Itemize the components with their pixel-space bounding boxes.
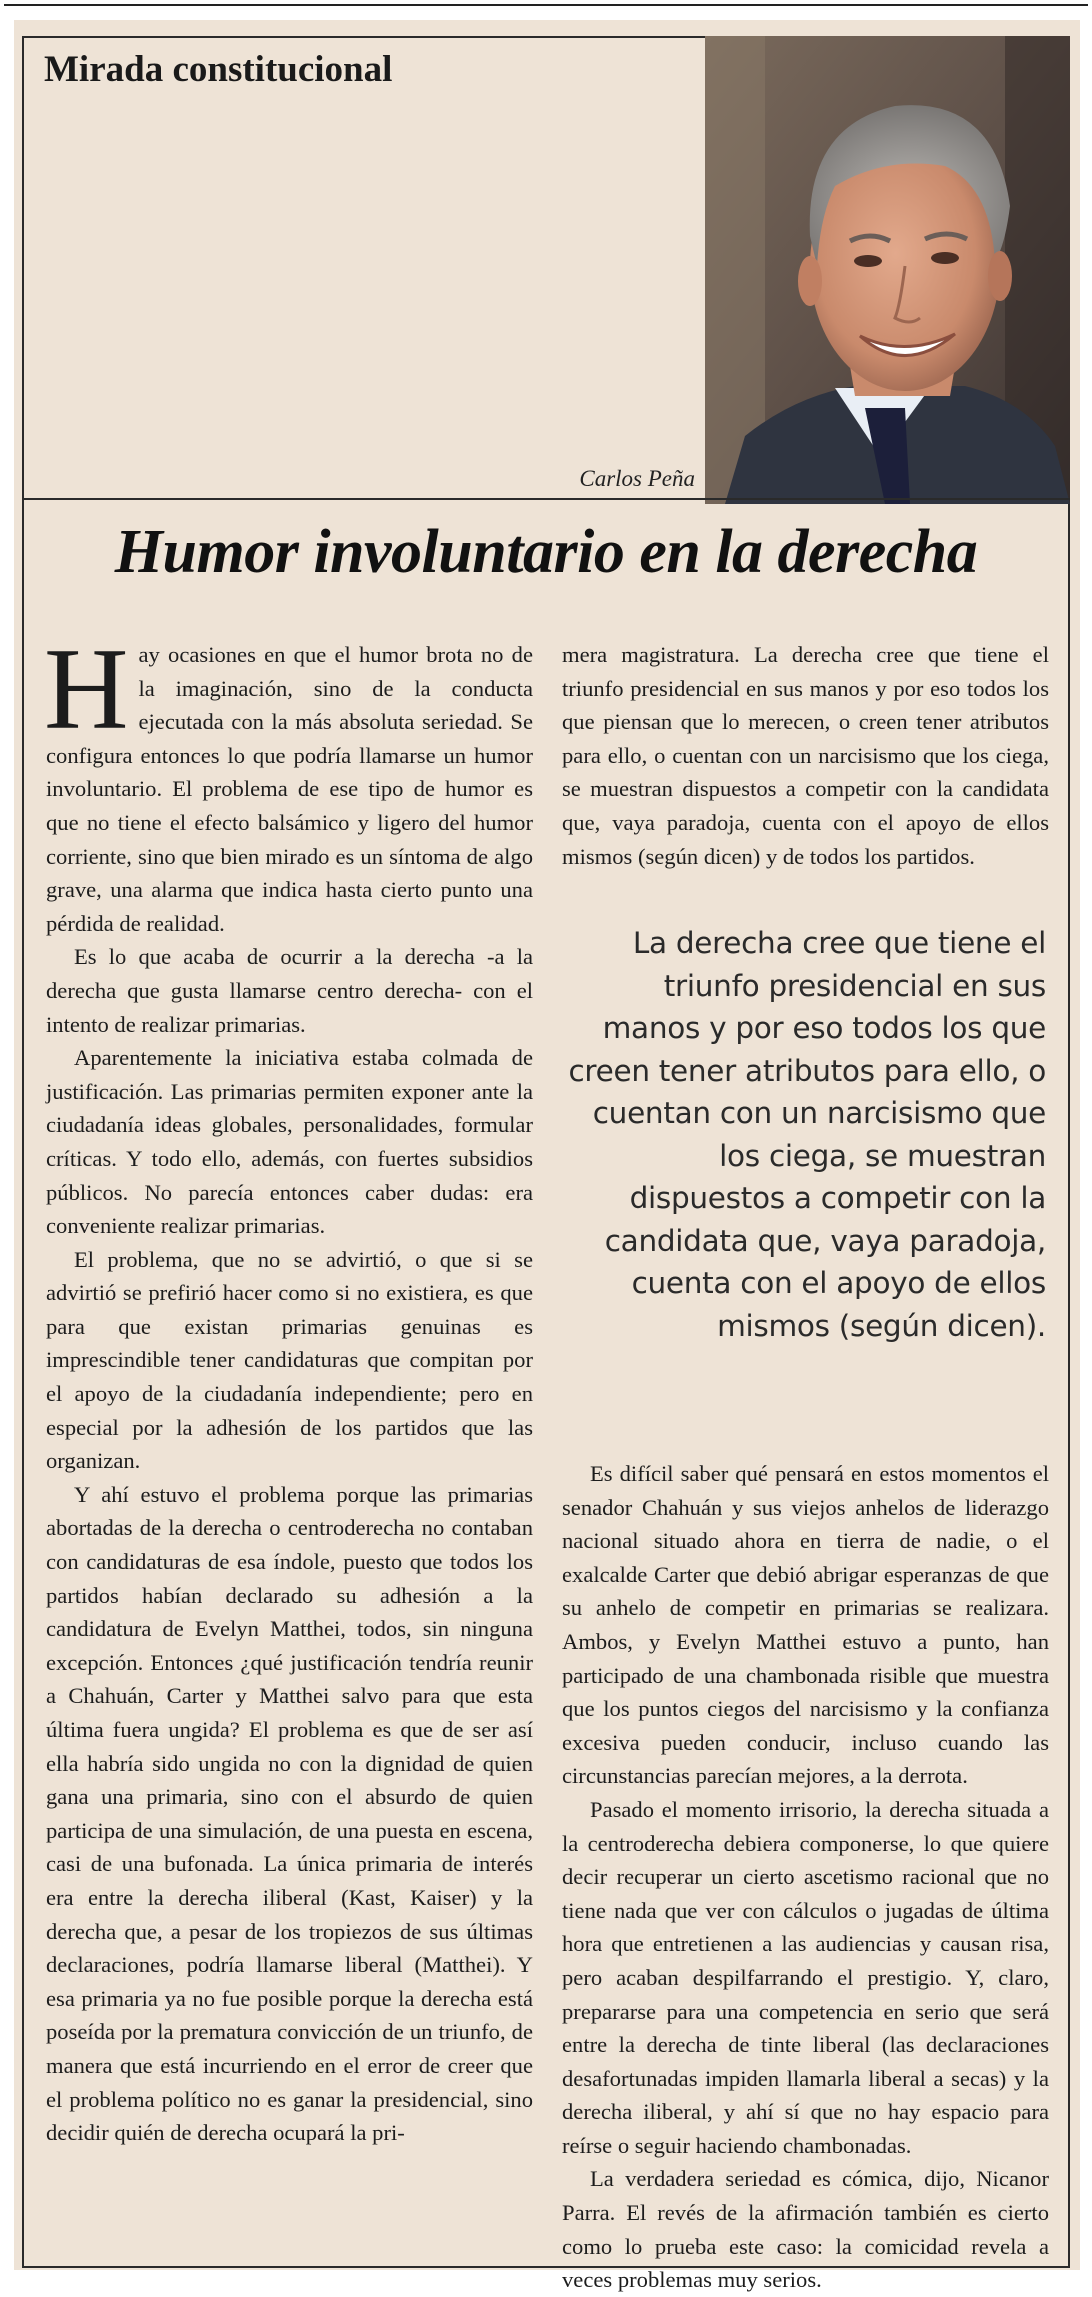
left-column <box>44 625 533 2150</box>
drop-cap: H <box>44 625 129 754</box>
top-rule <box>4 4 1088 6</box>
paragraph: El problema, que no se advirtió, o que si se advirtió se prefirió hacer como si no existiera, es que para que existan primarias genuinas es imprescindible tener candidaturas que compitan por el apoyo de la ciudadanía independiente; pero en especial por la adhesión de los partidos que las organizan. <box>46 1246 533 1474</box>
right-column-bottom <box>562 1457 1049 2297</box>
paragraph: Pasado el momento irrisorio, la derecha situada a la centroderecha debiera componerse, lo que quiere decir recuperar un cierto ascetismo racional que no tiene nada que ver con cálculos o jugadas de última hora que entretienen a las audiencias y causan risa, pero acaban despilfarrando el prestigio. Y, claro, prepararse para una competencia en serio que será entre la derecha de tinte liberal (las declaraciones desafortunadas impiden llamarla liberal a secas) y la derecha iliberal, y ahí sí que no hay espacio para reírse o seguir haciendo chambonadas. <box>562 1796 1049 2158</box>
author-byline: Carlos Peña <box>579 466 695 491</box>
paragraph: Es lo que acaba de ocurrir a la derecha -a la derecha que gusta llamarse centro derecha- con el intento de realizar primarias. <box>46 944 533 1037</box>
paragraph: mera magistratura. La derecha cree que tiene el triunfo presidencial en sus manos y por eso todos los que piensan que lo merecen, o creen tener atributos para ello, o cuentan con un narcisismo que los ciega, se muestran dispuestos a competir con la candidata que, vaya paradoja, cuenta con el apoyo de ellos mismos (según dicen) y de todos los partidos. <box>562 642 1049 869</box>
section-title: Mirada constitucional <box>44 49 393 90</box>
paragraph: Aparentemente la iniciativa estaba colmada de justificación. Las primarias permiten exponer ante la ciudadanía ideas globales, personalidades, formular críticas. Y todo ello, además, con fuertes subsidios públicos. No parecía entonces caber dudas: era conveniente realizar primarias. <box>46 1045 533 1239</box>
portrait-image <box>705 36 1070 504</box>
paragraph: La verdadera seriedad es cómica, dijo, Nicanor Parra. El revés de la afirmación también es cierto como lo prueba este caso: la comicidad revela a veces problemas muy serios. <box>562 2166 1049 2293</box>
paragraph: Y ahí estuvo el problema porque las primarias abortadas de la derecha o centroderecha no contaban con candidaturas de esa índole, puesto que todos los partidos habían declarado su adhesión a la candidatura de Evelyn Matthei, todos, sin ninguna excepción. Entonces ¿qué justificación tendría reunir a Chahuán, Carter y Matthei salvo para que esta última fuera ungida? El problema es que de ser así ella habría sido ungida no con la dignidad de quien gana una primaria, sino con el absurdo de quien participa de una simulación, de una puesta en escena, casi de una bufonada. La única primaria de interés era entre la derecha iliberal (Kast, Kaiser) y la derecha que, a pesar de los tropiezos de sus últimas declaraciones, podría llamarse liberal (Matthei). Y esa primaria ya no fue posible porque la derecha está poseída por la prematura convicción de un triunfo, de manera que está incurriendo en el error de creer que el problema político no es ganar la presidencial, sino decidir quién de derecha ocupará la pri- <box>46 1481 533 2146</box>
pull-quote: La derecha cree que tiene el triunfo presidencial en sus manos y por eso todos los que creen tener atributos para ello, o cuentan con un narcisismo que los ciega, se muestran dispuestos a competir con la candidata que, vaya paradoja, cuenta con el apoyo de ellos mismos (según dicen). <box>568 926 1046 1343</box>
right-column-top <box>562 638 1049 873</box>
paragraph: Es difícil saber qué pensará en estos momentos el senador Chahuán y sus viejos anhelos de liderazgo nacional situado ahora en tierra de nadie, o el exalcalde Carter que debió abrigar esperanzas de que su anhelo de competir en primarias se realizara. Ambos, y Evelyn Matthei estuvo a punto, han participado de una chambonada risible que muestra que los puntos ciegos del narcisismo y la confianza excesiva pueden conducir, incluso cuando las circunstancias parecían mejores, a la derrota. <box>562 1461 1049 1789</box>
paragraph: Hay ocasiones en que el humor brota no de la imaginación, sino de la conducta ejecutada con la más absoluta seriedad. Se configura entonces lo que podría llamarse un humor involuntario. El problema de ese tipo de humor es que no tiene el efecto balsámico y ligero del humor corriente, sino que bien mirado es un síntoma de algo grave, una alarma que indica hasta cierto punto una pérdida de realidad. <box>44 625 533 936</box>
author-photo <box>705 36 1070 504</box>
header-divider <box>22 498 1070 500</box>
headline: Humor involuntario en la derecha <box>114 518 978 586</box>
